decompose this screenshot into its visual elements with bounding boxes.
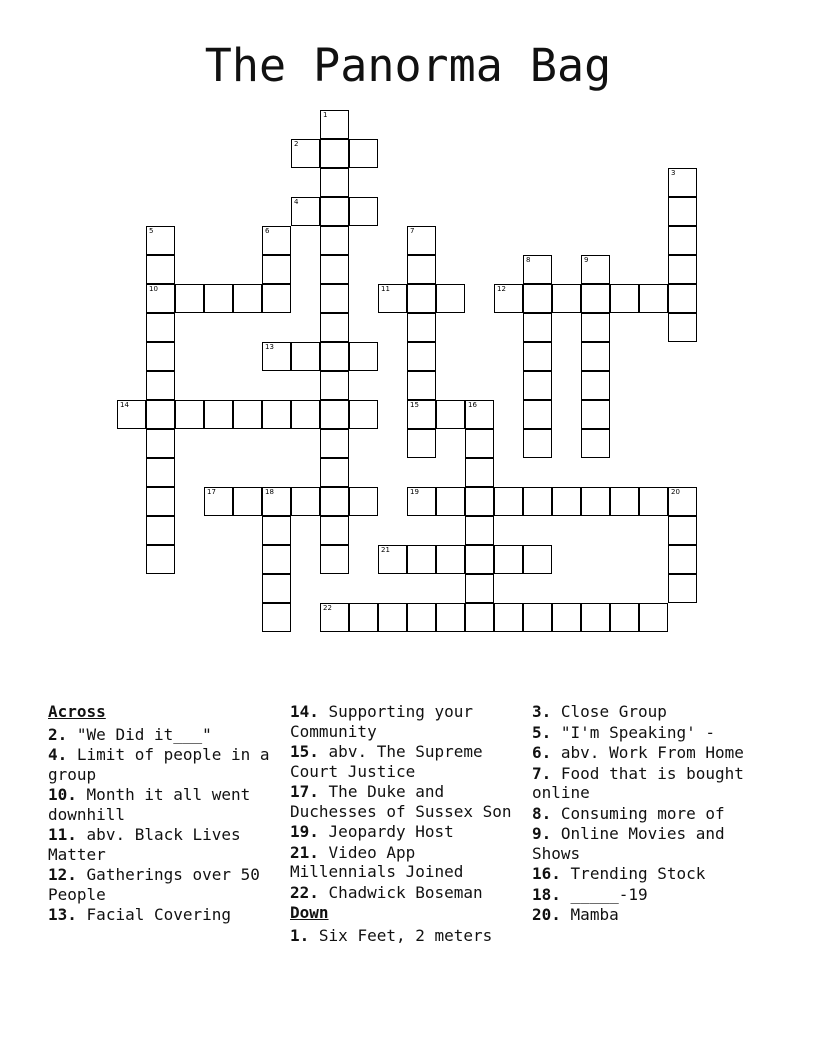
clue-number-label: 9 — [584, 256, 589, 264]
grid-cell[interactable] — [349, 139, 378, 168]
grid-cell[interactable] — [262, 487, 291, 516]
down-clue-9: 9. Online Movies and Shows — [532, 824, 725, 863]
down-clue-1: 1. Six Feet, 2 meters — [290, 925, 493, 945]
grid-cell[interactable] — [320, 400, 349, 429]
grid-cell[interactable] — [378, 545, 407, 574]
grid-cell[interactable] — [523, 255, 552, 284]
grid-cell[interactable] — [436, 545, 465, 574]
grid-cell[interactable] — [552, 603, 581, 632]
grid-cell[interactable] — [407, 226, 436, 255]
grid-cell[interactable] — [262, 603, 291, 632]
grid-cell[interactable] — [494, 487, 523, 516]
down-clue-16: 16. Trending Stock — [532, 864, 706, 883]
grid-cell[interactable] — [146, 429, 175, 458]
grid-cell[interactable] — [581, 429, 610, 458]
grid-cell[interactable] — [262, 545, 291, 574]
grid-cell[interactable] — [291, 197, 320, 226]
grid-cell[interactable] — [407, 284, 436, 313]
across-clue-12: 12. Gatherings over 50 People — [48, 865, 260, 904]
clue-number-label: 15 — [410, 401, 419, 409]
grid-cell[interactable] — [523, 284, 552, 313]
grid-cell[interactable] — [668, 226, 697, 255]
grid-cell[interactable] — [349, 603, 378, 632]
grid-cell[interactable] — [233, 400, 262, 429]
grid-cell[interactable] — [146, 342, 175, 371]
clues-column-3 — [532, 702, 772, 926]
clues-column-2 — [290, 702, 530, 946]
grid-cell[interactable] — [175, 400, 204, 429]
grid-cell[interactable] — [320, 139, 349, 168]
across-clue-2: 2. "We Did it___" — [48, 724, 212, 744]
grid-cell[interactable] — [233, 487, 262, 516]
grid-cell[interactable] — [436, 400, 465, 429]
grid-cell[interactable] — [407, 255, 436, 284]
across-clue-21: 21. Video App Millennials Joined — [290, 842, 464, 881]
clue-number-label: 8 — [526, 256, 531, 264]
grid-cell[interactable] — [146, 226, 175, 255]
grid-cell[interactable] — [465, 603, 494, 632]
grid-cell[interactable] — [668, 197, 697, 226]
grid-cell[interactable] — [146, 284, 175, 313]
grid-cell[interactable] — [320, 429, 349, 458]
down-clue-5: 5. "I'm Speaking' - — [532, 722, 716, 742]
grid-cell[interactable] — [407, 545, 436, 574]
grid-cell[interactable] — [146, 371, 175, 400]
grid-cell[interactable] — [639, 487, 668, 516]
grid-cell[interactable] — [552, 487, 581, 516]
grid-cell[interactable] — [320, 516, 349, 545]
grid-cell[interactable] — [291, 342, 320, 371]
clue-number-label: 14 — [120, 401, 129, 409]
clue-number-label: 17 — [207, 488, 216, 496]
grid-cell[interactable] — [523, 371, 552, 400]
grid-cell[interactable] — [378, 284, 407, 313]
grid-cell[interactable] — [320, 226, 349, 255]
grid-cell[interactable] — [204, 487, 233, 516]
grid-cell[interactable] — [610, 487, 639, 516]
grid-cell[interactable] — [349, 400, 378, 429]
grid-cell[interactable] — [465, 545, 494, 574]
across-clue-19: 19. Jeopardy Host — [290, 822, 454, 841]
grid-cell[interactable] — [146, 458, 175, 487]
grid-cell[interactable] — [494, 545, 523, 574]
clue-number-label: 6 — [265, 227, 270, 235]
grid-cell[interactable] — [291, 139, 320, 168]
down-clue-6: 6. abv. Work From Home — [532, 743, 744, 762]
grid-cell[interactable] — [320, 110, 349, 139]
grid-cell[interactable] — [320, 603, 349, 632]
grid-cell[interactable] — [465, 458, 494, 487]
clue-number-label: 18 — [265, 488, 274, 496]
grid-cell[interactable] — [320, 371, 349, 400]
grid-cell[interactable] — [349, 197, 378, 226]
clue-number-label: 20 — [671, 488, 680, 496]
grid-cell[interactable] — [523, 400, 552, 429]
across-heading: Across — [48, 702, 106, 721]
grid-cell[interactable] — [146, 313, 175, 342]
across-clue-14: 14. Supporting your Community — [290, 702, 474, 741]
grid-cell[interactable] — [581, 487, 610, 516]
page-title: The Panorma Bag — [204, 39, 612, 92]
grid-cell[interactable] — [320, 168, 349, 197]
grid-cell[interactable] — [262, 342, 291, 371]
clue-number-label: 3 — [671, 169, 676, 177]
clue-number-label: 22 — [323, 604, 332, 612]
grid-cell[interactable] — [117, 400, 146, 429]
grid-cell[interactable] — [465, 516, 494, 545]
grid-cell[interactable] — [320, 255, 349, 284]
grid-cell[interactable] — [204, 284, 233, 313]
grid-cell[interactable] — [320, 284, 349, 313]
clue-number-label: 7 — [410, 227, 415, 235]
clue-number-label: 1 — [323, 111, 328, 119]
across-clue-15: 15. abv. The Supreme Court Justice — [290, 742, 483, 781]
down-clue-18: 18. _____-19 — [532, 884, 648, 904]
clue-number-label: 21 — [381, 546, 390, 554]
grid-cell[interactable] — [494, 284, 523, 313]
grid-cell[interactable] — [668, 545, 697, 574]
grid-cell[interactable] — [407, 313, 436, 342]
grid-cell[interactable] — [581, 371, 610, 400]
grid-cell[interactable] — [262, 400, 291, 429]
across-clue-11: 11. abv. Black Lives Matter — [48, 825, 241, 864]
down-clue-20: 20. Mamba — [532, 905, 619, 924]
grid-cell[interactable] — [146, 545, 175, 574]
grid-cell[interactable] — [407, 371, 436, 400]
grid-cell[interactable] — [465, 574, 494, 603]
grid-cell[interactable] — [523, 603, 552, 632]
grid-cell[interactable] — [610, 284, 639, 313]
grid-cell[interactable] — [668, 255, 697, 284]
grid-cell[interactable] — [407, 429, 436, 458]
grid-cell[interactable] — [233, 284, 262, 313]
clue-number-label: 2 — [294, 140, 299, 148]
grid-cell[interactable] — [523, 342, 552, 371]
grid-cell[interactable] — [494, 603, 523, 632]
grid-cell[interactable] — [320, 545, 349, 574]
grid-cell[interactable] — [523, 487, 552, 516]
grid-cell[interactable] — [581, 255, 610, 284]
clues-column-1 — [48, 702, 288, 926]
grid-cell[interactable] — [146, 255, 175, 284]
grid-cell[interactable] — [581, 400, 610, 429]
down-clue-7: 7. Food that is bought online — [532, 763, 744, 802]
grid-cell[interactable] — [523, 313, 552, 342]
grid-cell[interactable] — [552, 284, 581, 313]
clue-number-label: 4 — [294, 198, 299, 206]
grid-cell[interactable] — [581, 313, 610, 342]
grid-cell[interactable] — [320, 458, 349, 487]
clue-number-label: 10 — [149, 285, 158, 293]
grid-cell[interactable] — [262, 255, 291, 284]
grid-cell[interactable] — [349, 487, 378, 516]
grid-cell[interactable] — [262, 226, 291, 255]
grid-cell[interactable] — [668, 487, 697, 516]
across-clue-4: 4. Limit of people in a group — [48, 745, 270, 784]
across-clue-22: 22. Chadwick Boseman — [290, 882, 483, 902]
grid-cell[interactable] — [349, 342, 378, 371]
grid-cell[interactable] — [523, 545, 552, 574]
grid-cell[interactable] — [581, 342, 610, 371]
grid-cell[interactable] — [436, 603, 465, 632]
grid-cell[interactable] — [407, 487, 436, 516]
grid-cell[interactable] — [436, 284, 465, 313]
grid-cell[interactable] — [146, 516, 175, 545]
across-clue-17: 17. The Duke and Duchesses of Sussex Son — [290, 782, 512, 821]
clue-number-label: 11 — [381, 285, 390, 293]
grid-cell[interactable] — [320, 342, 349, 371]
grid-cell[interactable] — [407, 342, 436, 371]
grid-cell[interactable] — [204, 400, 233, 429]
grid-cell[interactable] — [262, 284, 291, 313]
grid-cell[interactable] — [146, 487, 175, 516]
grid-cell[interactable] — [436, 487, 465, 516]
grid-cell[interactable] — [320, 487, 349, 516]
grid-cell[interactable] — [378, 603, 407, 632]
grid-cell[interactable] — [262, 574, 291, 603]
down-heading: Down — [290, 903, 329, 922]
grid-cell[interactable] — [581, 284, 610, 313]
grid-cell[interactable] — [668, 284, 697, 313]
grid-cell[interactable] — [465, 487, 494, 516]
grid-cell[interactable] — [639, 603, 668, 632]
grid-cell[interactable] — [407, 603, 436, 632]
clue-number-label: 5 — [149, 227, 154, 235]
clue-number-label: 12 — [497, 285, 506, 293]
grid-cell[interactable] — [668, 574, 697, 603]
grid-cell[interactable] — [668, 168, 697, 197]
clue-number-label: 13 — [265, 343, 274, 351]
grid-cell[interactable] — [465, 400, 494, 429]
grid-cell[interactable] — [320, 313, 349, 342]
grid-cell[interactable] — [175, 284, 204, 313]
grid-cell[interactable] — [291, 487, 320, 516]
grid-cell[interactable] — [407, 400, 436, 429]
down-clue-3: 3. Close Group — [532, 702, 667, 721]
grid-cell[interactable] — [668, 313, 697, 342]
grid-cell[interactable] — [291, 400, 320, 429]
grid-cell[interactable] — [581, 603, 610, 632]
across-clue-13: 13. Facial Covering — [48, 905, 232, 924]
grid-cell[interactable] — [320, 197, 349, 226]
grid-cell[interactable] — [262, 516, 291, 545]
grid-cell[interactable] — [639, 284, 668, 313]
grid-cell[interactable] — [146, 400, 175, 429]
grid-cell[interactable] — [465, 429, 494, 458]
down-clue-8: 8. Consuming more of — [532, 803, 725, 823]
grid-cell[interactable] — [610, 603, 639, 632]
clue-number-label: 16 — [468, 401, 477, 409]
across-clue-10: 10. Month it all went downhill — [48, 785, 251, 824]
grid-cell[interactable] — [668, 516, 697, 545]
grid-cell[interactable] — [523, 429, 552, 458]
clue-number-label: 19 — [410, 488, 419, 496]
